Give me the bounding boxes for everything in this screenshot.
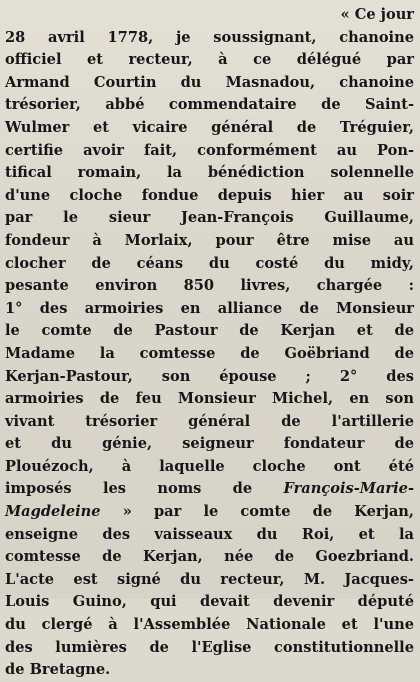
article-line [5,49,414,72]
article-line [5,659,414,682]
line-text: clocher de céans du costé du midy, [5,254,414,272]
line-text: d'une cloche fondue depuis hier au soir [5,186,414,204]
line-text: certifie avoir fait, conformément au Pon- [5,141,414,159]
article-line [5,72,414,95]
article-line [5,456,414,479]
line-text: » par le comte de Kerjan, [100,503,414,521]
article-line [5,524,414,547]
article-line [5,343,414,366]
article-line [5,298,414,321]
line-text: le comte de Pastour de Kerjan et de [5,322,414,340]
article-line [5,4,414,27]
article-line [5,94,414,117]
line-text: 28 avril 1778, je soussignant, chanoine [5,28,414,46]
line-text: pesante environ 850 livres, chargée : [5,277,414,295]
line-text: et du génie, seigneur fondateur de [5,435,414,453]
article-text-column [5,4,414,682]
article-line [5,546,414,569]
line-text: Madame la comtesse de Goëbriand de [5,344,414,362]
article-line [5,591,414,614]
article-line [5,366,414,389]
line-text: par le sieur Jean-François Guillaume, [5,209,414,227]
line-text: enseigne des vaisseaux du Roi, et la [5,525,414,543]
line-text: fondeur à Morlaix, pour être mise au [5,231,414,249]
article-line [5,140,414,163]
article-line [5,501,414,524]
line-text: du clergé à l'Assemblée Nationale et l'une [5,616,414,634]
line-text: « Ce jour [340,6,414,23]
italic-name-text: François-Marie- [283,480,414,498]
line-text: des lumières de l'Eglise constitutionnelle [5,638,414,656]
line-text: L'acte est signé du recteur, M. Jacques- [5,570,414,588]
article-line [5,117,414,140]
article-line [5,27,414,50]
line-text: trésorier, abbé commendataire de Saint- [5,96,414,114]
line-text: armoiries de feu Monsieur Michel, en son [5,390,414,408]
line-text: Kerjan-Pastour, son épouse ; 2° des [5,367,414,385]
line-text: Louis Guino, qui devait devenir député [5,593,414,611]
line-text: Wulmer et vicaire général de Tréguier, [5,118,414,136]
article-line [5,207,414,230]
line-text: tifical romain, la bénédiction solennelle [5,164,414,182]
article-line [5,388,414,411]
article-line [5,637,414,660]
article-line [5,320,414,343]
line-text: Armand Courtin du Masnadou, chanoine [5,73,414,91]
article-line [5,411,414,434]
line-text: 1° des armoiries en alliance de Monsieur [5,299,414,317]
line-text: Plouézoch, à laquelle cloche ont été [5,457,414,475]
article-line [5,275,414,298]
article-line [5,185,414,208]
italic-name-text: Magdeleine [5,503,101,521]
line-text: imposés les noms de [5,480,284,498]
article-line [5,253,414,276]
article-line [5,433,414,456]
article-line [5,478,414,501]
article-line [5,614,414,637]
line-text: de Bretagne. [5,661,111,679]
line-text: comtesse de Kerjan, née de Goezbriand. [5,548,414,566]
article-line [5,569,414,592]
article-line [5,230,414,253]
line-text: vivant trésorier général de l'artillerie [5,412,414,430]
line-text: officiel et recteur, à ce délégué par [5,51,414,69]
article-line [5,162,414,185]
